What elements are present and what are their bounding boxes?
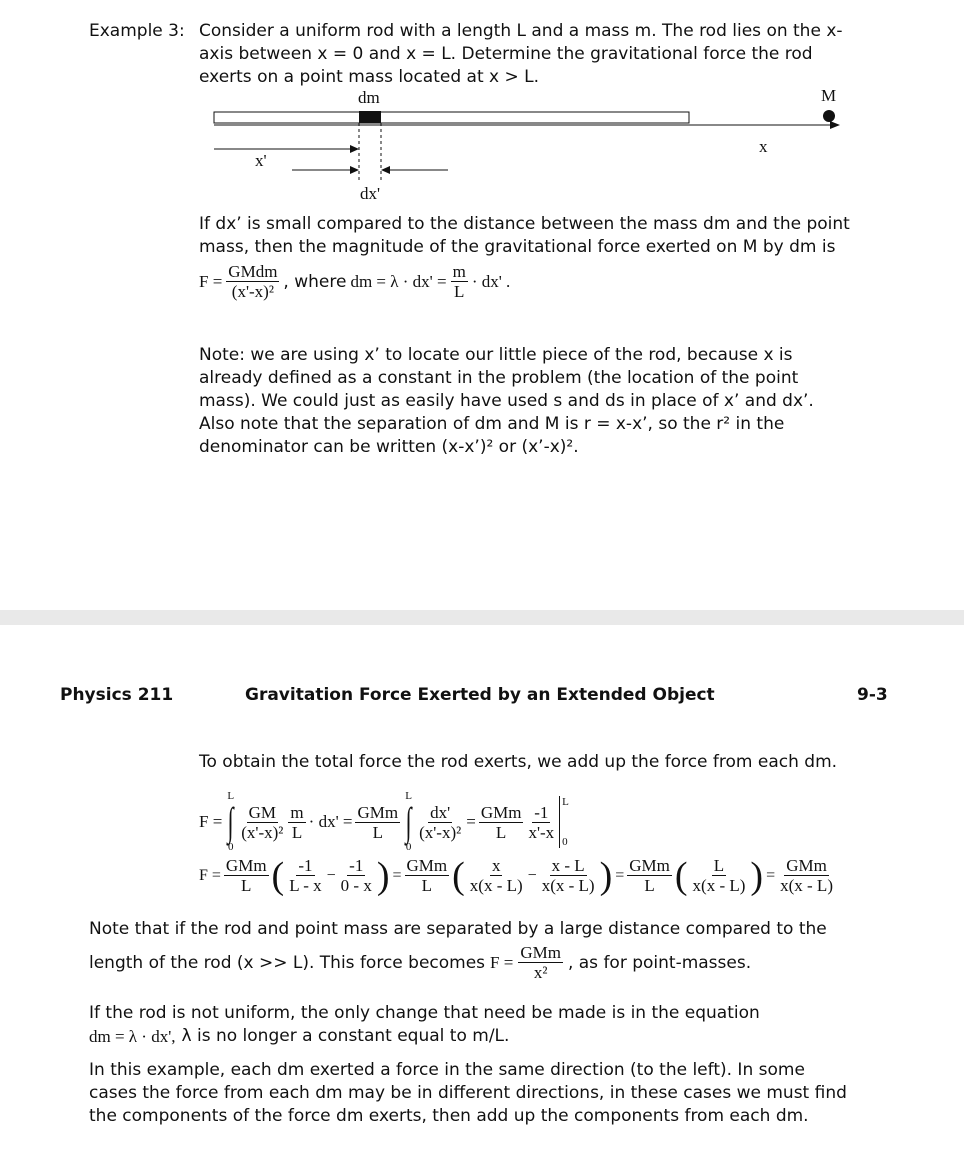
eq1-int2-lower: 0 [405, 841, 412, 853]
note-line-4: Also note that the separation of dm and M is r = x-x’, so the r² in the [199, 414, 785, 434]
f1-m-den: L [454, 282, 465, 301]
eq1-frac-1 [239, 803, 285, 842]
eq2-a-den: L [241, 876, 252, 895]
eq2-frac-a [224, 856, 269, 895]
note2-frac [518, 943, 563, 982]
f1-m-over-L [451, 262, 468, 301]
problem-line-1: Consider a uniform rod with a length L and a mass m. The rod lies on the x- [199, 21, 843, 41]
final-line-2: cases the force from each dm may be in different directions, in these cases we must find [89, 1083, 847, 1103]
eq2-open-paren-3: ( [674, 854, 688, 897]
eq1-t6-num: -1 [534, 802, 549, 822]
eq1-t3-num: GMm [357, 802, 399, 822]
note-line-3: mass). We could just as easily have used s and ds in place of x’ and dx’. [199, 391, 814, 411]
eq1-integral-2 [403, 791, 414, 853]
note2-line-2 [89, 943, 751, 982]
integral-sign-icon: ∫ [405, 799, 412, 844]
eq2-d-den: L [421, 876, 433, 895]
eq2-c-num: -1 [349, 856, 364, 875]
eq2-close-paren: ) [376, 854, 390, 897]
eq2-g-den: L [644, 876, 655, 895]
eq2-frac-c [339, 856, 374, 895]
f1-num: GMdm [228, 262, 278, 281]
example-label: Example 3: [89, 21, 185, 41]
eq2-d-num: GMm [406, 856, 448, 875]
f1-dm-expr: dm = λ · dx' = [350, 271, 447, 291]
eq1-F: F = [199, 812, 223, 831]
eq1-frac-2 [288, 803, 305, 842]
f1-where: , where [283, 271, 347, 292]
eq1-int1-upper: L [227, 790, 235, 802]
header-course: Physics 211 [60, 685, 174, 705]
eq2-close-paren-2: ) [599, 854, 613, 897]
nonuniform-expr: dm = λ · dx', [89, 1027, 176, 1046]
eq1-t3-den: L [372, 822, 383, 842]
M-label: M [821, 86, 837, 105]
eq2-close-paren-3: ) [750, 854, 764, 897]
eq2-a-num: GMm [225, 856, 267, 875]
eq2-frac-e [468, 856, 525, 895]
eq1-integral-1 [225, 791, 236, 853]
nonuniform-line-2 [89, 1025, 509, 1048]
eq2-c-den: 0 - x [340, 876, 372, 895]
force-formula-1 [199, 262, 510, 301]
eq1-t2-den: L [291, 822, 303, 842]
eq1-t6-den: x'-x [528, 822, 555, 842]
eq1-frac-5 [479, 803, 524, 842]
eq2-h-num: L [713, 856, 725, 875]
eq2-frac-i [778, 856, 835, 895]
eq2-b-den: L - x [289, 876, 322, 895]
eq2-frac-g [627, 856, 672, 895]
problem-line-2: axis between x = 0 and x = L. Determine the gravitational force the rod [199, 44, 813, 64]
x-axis-arrowhead [830, 121, 840, 129]
dm-element [359, 111, 381, 123]
eq2-equals-1: = [392, 866, 402, 884]
note2-text-b: , as for point-masses. [567, 952, 752, 973]
f1-fraction [226, 262, 279, 301]
eq2-i-num: GMm [786, 856, 827, 875]
eq1-t5-den: L [495, 822, 507, 842]
dxprime-label: dx' [360, 184, 381, 203]
eq2-b-num: -1 [298, 856, 313, 875]
eq1-evaluation-bar [559, 796, 569, 848]
eq2-h-den: x(x - L) [692, 876, 746, 895]
para1-line-2: mass, then the magnitude of the gravitational force exerted on M by dm is [199, 237, 836, 257]
f1-lhs: F = [199, 271, 223, 291]
header-page-number: 9-3 [857, 685, 888, 705]
eq2-frac-f [540, 856, 597, 895]
eq2-minus-2: − [527, 866, 537, 884]
page-separator [0, 610, 964, 625]
note2-text-a: length of the rod (x >> L). This force becomes [89, 952, 486, 973]
note2-den: x² [533, 963, 548, 982]
integral-sign-icon: ∫ [227, 799, 234, 844]
eq1-frac-6 [526, 803, 556, 842]
eq2-equals-2: = [615, 866, 625, 884]
intro-line: To obtain the total force the rod exerts, we add up the force from each dm. [199, 752, 838, 772]
note-line-1: Note: we are using x’ to locate our little piece of the rod, because x is [199, 345, 793, 365]
eq2-minus-1: − [326, 866, 336, 884]
eq1-eval-upper: L [562, 796, 569, 808]
eq1-t4-den: (x'-x)² [419, 822, 462, 842]
eq1-t1-num: GM [248, 802, 277, 822]
eq2-g-num: GMm [629, 856, 670, 875]
rod-diagram [200, 85, 860, 210]
eq1-t5-num: GMm [480, 802, 522, 822]
eq2-open-paren: ( [271, 854, 285, 897]
rod [214, 112, 689, 123]
eq2-F: F = [199, 866, 221, 884]
f1-m-num: m [452, 262, 466, 281]
problem-line-3: exerts on a point mass located at x > L. [199, 67, 540, 87]
eq2-f-den: x(x - L) [541, 876, 595, 895]
eq2-e-num: x [491, 856, 501, 875]
eq1-frac-3 [355, 803, 400, 842]
eq2-e-den: x(x - L) [469, 876, 523, 895]
eq1-equals: = [466, 812, 476, 831]
force-integral-eq [199, 791, 569, 853]
point-mass-M [823, 110, 835, 122]
nonuniform-line-1: If the rod is not uniform, the only change that need be made is in the equation [89, 1003, 760, 1023]
note-line-2: already defined as a constant in the problem (the location of the point [199, 368, 799, 388]
dx-left-arrowhead [350, 166, 359, 174]
xprime-arrowhead [350, 145, 359, 153]
eq2-equals-3: = [766, 866, 776, 884]
eq1-eval-lower: 0 [562, 836, 568, 848]
x-label: x [759, 137, 768, 156]
dm-label: dm [358, 88, 380, 107]
note-line-5: denominator can be written (x-x’)² or (x’-x)². [199, 437, 579, 457]
eq1-frac-4 [417, 803, 463, 842]
final-line-1: In this example, each dm exerted a force in the same direction (to the left). In some [89, 1060, 805, 1080]
force-result-eq [199, 856, 835, 895]
header-title: Gravitation Force Exerted by an Extended Object [245, 685, 715, 705]
final-line-3: the components of the force dm exerts, then add up the components from each dm. [89, 1106, 809, 1126]
f1-tail: · dx' . [471, 271, 511, 291]
note2-F: F = [490, 952, 514, 972]
note2-num: GMm [520, 943, 561, 962]
eq2-frac-b [287, 856, 323, 895]
eq2-frac-d [405, 856, 450, 895]
eq1-t2-num: m [290, 802, 304, 822]
nonuniform-rest: λ is no longer a constant equal to m/L. [181, 1026, 510, 1046]
eq1-t4-num: dx' [430, 802, 451, 822]
eq1-int1-lower: 0 [228, 841, 234, 853]
eq1-int2-upper: L [405, 790, 412, 802]
eq2-open-paren-2: ( [452, 854, 465, 897]
eq1-dx: · dx' = [308, 812, 353, 831]
para1-line-1: If dx’ is small compared to the distance between the mass dm and the point [199, 214, 850, 234]
eq2-f-num: x - L [551, 856, 585, 875]
note2-line-1: Note that if the rod and point mass are separated by a large distance compared to the [89, 919, 827, 939]
eq2-frac-h [691, 856, 748, 895]
f1-den: (x'-x)² [231, 282, 274, 301]
eq1-t1-den: (x'-x)² [241, 822, 284, 842]
eq2-i-den: x(x - L) [780, 876, 833, 895]
dx-right-arrowhead [381, 166, 390, 174]
xprime-label: x' [255, 151, 267, 170]
